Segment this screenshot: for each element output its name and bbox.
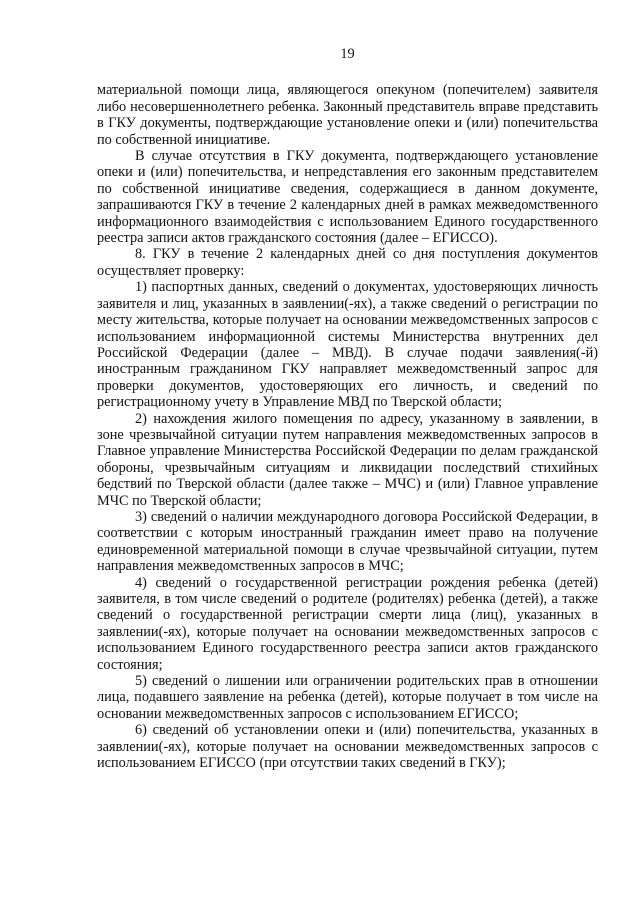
- paragraph-egisso-request: В случае отсутствия в ГКУ документа, подтверждающего установление опеки и (или) попечительства, и непредставления его законным представителем по собственной инициативе сведения, содержащиеся в данном документе, запрашиваются ГКУ в течение 2 календарных дней в рамках межведомственного информационного взаимодействия с использованием Единого государственного реестра записи актов гражданского состояния (далее – ЕГИССО).: [97, 148, 598, 247]
- list-item-6: 6) сведений об установлении опеки и (или) попечительства, указанных в заявлении(-ях), которые получает на основании межведомственных запросов с использованием ЕГИССО (при отсутствии таких сведений в ГКУ);: [97, 722, 598, 772]
- list-item-5: 5) сведений о лишении или ограничении родительских прав в отношении лица, подавшего заявление на ребенка (детей), которые получает в том числе на основании межведомственных запросов с использованием ЕГИССО;: [97, 673, 598, 722]
- page-number: 19: [340, 46, 355, 62]
- paragraph-clause-8: 8. ГКУ в течение 2 календарных дней со дня поступления документов осуществляет проверку:: [97, 246, 598, 279]
- list-item-4: 4) сведений о государственной регистрации рождения ребенка (детей) заявителя, в том числе сведений о родителе (родителях) ребенка (детей), а также сведений о государственной регистрации смерти лица (лиц), указанных в заявлении(-ях), которые получает на основании межведомственных запросов с использованием Единого государственного реестра записи актов гражданского состояния;: [97, 574, 598, 673]
- list-item-3: 3) сведений о наличии международного договора Российской Федерации, в соответствии с которым иностранный гражданин имеет право на получение единовременной материальной помощи в случае чрезвычайной ситуации, путем направления межведомственных запросов в МЧС;: [97, 508, 598, 575]
- paragraph-guardian-documents: материальной помощи лица, являющегося опекуном (попечителем) заявителя либо несовершеннолетнего ребенка. Законный представитель вправе представить в ГКУ документы, подтверждающие установление опеки и (или) попечительства по собственной инициативе.: [97, 82, 598, 148]
- list-item-1: 1) паспортных данных, сведений о документах, удостоверяющих личность заявителя и лиц, указанных в заявлении(-ях), а также сведений о регистрации по месту жительства, которые получает на основании межведомственных запросов с использованием информационной системы Министерства внутренних дел Российской Федерации (далее – МВД). В случае подачи заявления(-й) иностранным гражданином ГКУ направляет межведомственный запрос для проверки документов, удостоверяющих его личность, и сведений по регистрационному учету в Управление МВД по Тверской области;: [97, 279, 598, 411]
- list-item-2: 2) нахождения жилого помещения по адресу, указанному в заявлении, в зоне чрезвычайной ситуации путем направления межведомственных запросов в Главное управление Министерства Российской Федерации по делам гражданской обороны, чрезвычайным ситуациям и ликвидации последствий стихийных бедствий по Тверской области (далее также – МЧС) и (или) Главное управление МЧС по Тверской области;: [97, 410, 598, 509]
